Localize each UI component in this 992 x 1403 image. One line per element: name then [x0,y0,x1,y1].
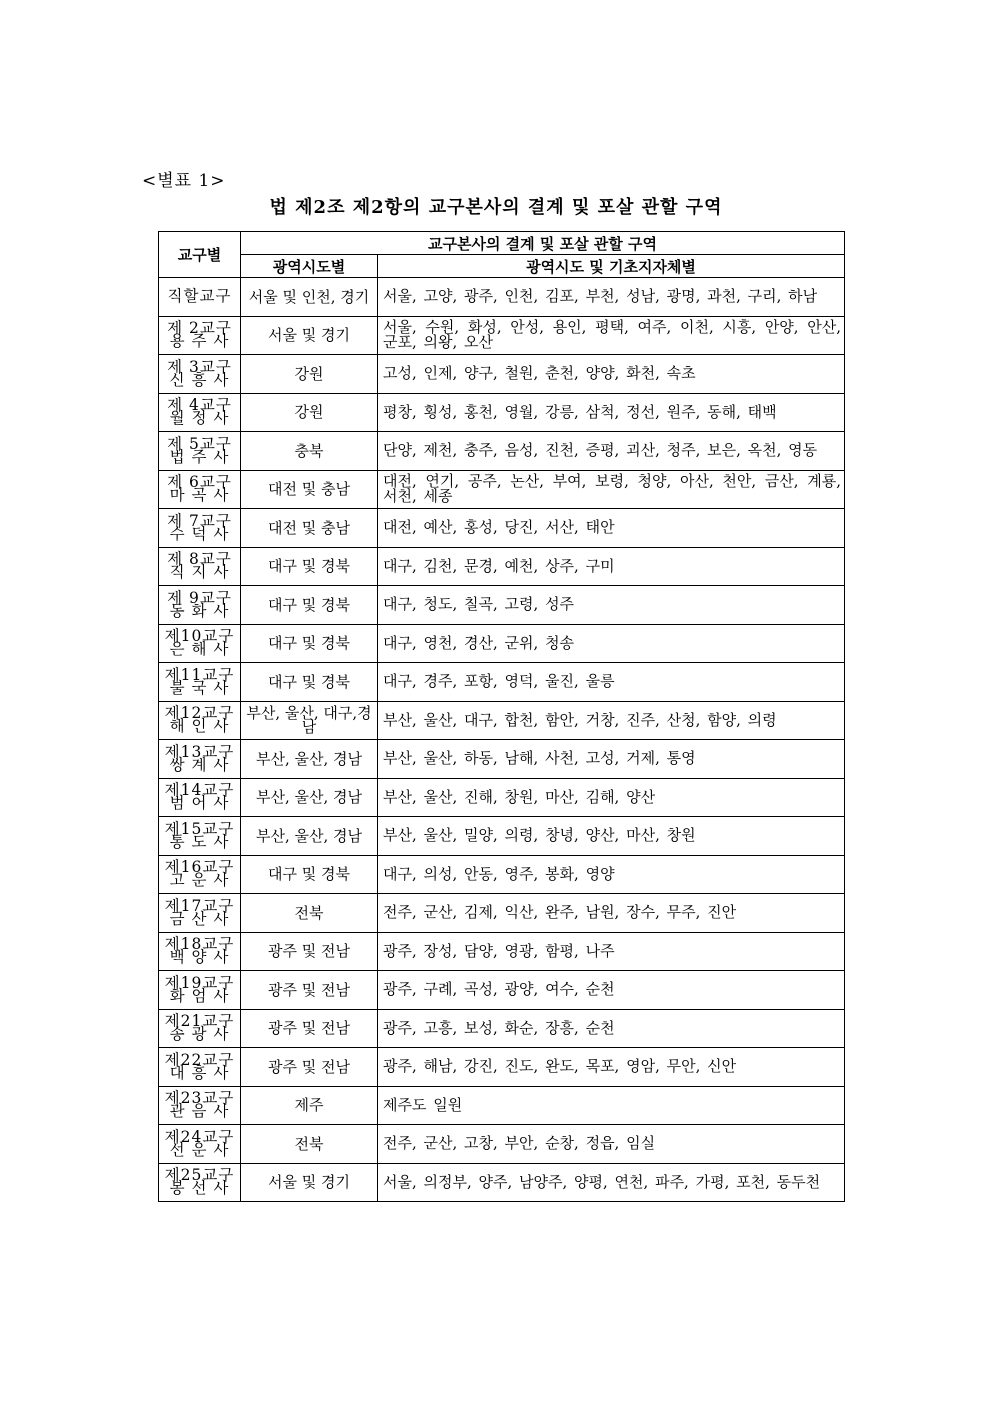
metro-cell: 대전 및 충남 [241,470,378,509]
temple-name: 불 국 사 [169,678,230,697]
temple-name: 관 음 사 [169,1102,230,1121]
temple-name: 범 어 사 [169,794,230,813]
temple-name: 송 광 사 [169,1025,230,1044]
local-cell: 제주도 일원 [378,1086,845,1125]
temple-name: 해 인 사 [169,717,230,736]
temple-name: 선 운 사 [169,1140,230,1159]
district-cell [159,1125,241,1164]
metro-cell: 전북 [241,1125,378,1164]
district-cell [159,355,241,394]
district-number: 제15교구 [164,819,235,838]
local-cell: 부산, 울산, 밀양, 의령, 창녕, 양산, 마산, 창원 [378,817,845,856]
metro-cell: 서울 및 경기 [241,1163,378,1202]
table-row [159,932,845,971]
district-number: 제 5교구 [167,434,232,453]
district-cell [159,932,241,971]
table-row [159,355,845,394]
district-number: 제16교구 [164,858,235,877]
local-cell: 광주, 장성, 담양, 영광, 함평, 나주 [378,932,845,971]
district-cell [159,624,241,663]
temple-name: 마 곡 사 [169,486,230,505]
local-cell: 부산, 울산, 하동, 남해, 사천, 고성, 거제, 통영 [378,740,845,779]
district-cell [159,1086,241,1125]
district-number: 제19교구 [164,973,235,992]
jurisdiction-table [158,231,845,1202]
temple-name: 수 덕 사 [169,524,230,543]
annex-label: <별표 1> [142,171,226,191]
district-number: 제 2교구 [167,319,232,338]
temple-name: 은 해 사 [169,640,230,659]
table-row [159,316,845,355]
metro-cell: 충북 [241,432,378,471]
table-row [159,1163,845,1202]
local-cell: 대전, 예산, 홍성, 당진, 서산, 태안 [378,509,845,548]
local-cell: 고성, 인제, 양구, 철원, 춘천, 양양, 화천, 속초 [378,355,845,394]
metro-cell: 서울 및 경기 [241,316,378,355]
local-cell: 대구, 김천, 문경, 예천, 상주, 구미 [378,547,845,586]
table-row [159,855,845,894]
table-row [159,624,845,663]
metro-cell: 대전 및 충남 [241,509,378,548]
metro-cell: 부산, 울산, 대구,경남 [241,701,378,740]
table-row [159,894,845,933]
district-cell [159,547,241,586]
table-body [159,278,845,1202]
district-cell [159,701,241,740]
district-number: 제21교구 [164,1012,235,1031]
temple-name: 고 운 사 [169,871,230,890]
district-cell [159,855,241,894]
table-row [159,432,845,471]
table-row [159,971,845,1010]
local-cell: 전주, 군산, 김제, 익산, 완주, 남원, 장수, 무주, 진안 [378,894,845,933]
header-metro: 광역시도별 [241,255,378,278]
district-number: 제10교구 [164,627,235,646]
metro-cell: 대구 및 경북 [241,586,378,625]
metro-cell: 광주 및 전남 [241,1009,378,1048]
local-cell: 대구, 의성, 안동, 영주, 봉화, 영양 [378,855,845,894]
temple-name: 쌍 계 사 [169,755,230,774]
metro-cell: 광주 및 전남 [241,932,378,971]
metro-cell: 전북 [241,894,378,933]
metro-cell: 부산, 울산, 경남 [241,817,378,856]
district-number: 제23교구 [164,1089,235,1108]
district-cell [159,393,241,432]
header-local: 광역시도 및 기초지자체별 [378,255,845,278]
local-cell: 부산, 울산, 대구, 합천, 함안, 거창, 진주, 산청, 함양, 의령 [378,701,845,740]
district-number: 직할교구 [167,287,232,306]
metro-cell: 광주 및 전남 [241,1048,378,1087]
table-row [159,393,845,432]
temple-name: 동 화 사 [169,601,230,620]
district-cell [159,316,241,355]
metro-cell: 제주 [241,1086,378,1125]
local-cell: 평창, 횡성, 홍천, 영월, 강릉, 삼척, 정선, 원주, 동해, 태백 [378,393,845,432]
temple-name: 직 지 사 [169,563,230,582]
district-number: 제 9교구 [167,588,232,607]
district-number: 제25교구 [164,1166,235,1185]
document-title: 법 제2조 제2항의 교구본사의 결계 및 포살 관할 구역 [269,197,723,218]
metro-cell: 서울 및 인천, 경기 [241,278,378,317]
temple-name: 화 엄 사 [169,986,230,1005]
metro-cell: 대구 및 경북 [241,624,378,663]
district-cell [159,663,241,702]
table-row [159,509,845,548]
metro-cell: 강원 [241,393,378,432]
district-number: 제24교구 [164,1127,235,1146]
district-cell [159,1163,241,1202]
district-number: 제11교구 [164,665,235,684]
district-number: 제 7교구 [167,511,232,530]
table-row [159,547,845,586]
temple-name: 봉 선 사 [169,1179,230,1198]
table-row [159,1125,845,1164]
district-number: 제 8교구 [167,550,232,569]
metro-cell: 광주 및 전남 [241,971,378,1010]
district-cell [159,740,241,779]
temple-name: 통 도 사 [169,832,230,851]
local-cell: 대구, 청도, 칠곡, 고령, 성주 [378,586,845,625]
district-cell [159,778,241,817]
district-cell [159,1048,241,1087]
district-cell [159,432,241,471]
metro-cell: 부산, 울산, 경남 [241,778,378,817]
district-cell [159,278,241,317]
district-number: 제14교구 [164,781,235,800]
local-cell: 서울, 수원, 화성, 안성, 용인, 평택, 여주, 이천, 시흥, 안양, 안산, 군포, 의왕, 오산 [378,316,845,355]
local-cell: 전주, 군산, 고창, 부안, 순창, 정읍, 임실 [378,1125,845,1164]
temple-name: 백 양 사 [169,948,230,967]
district-cell [159,894,241,933]
table-row [159,1086,845,1125]
table-row [159,701,845,740]
header-district: 교구별 [159,232,241,278]
table-row [159,740,845,779]
table-row [159,586,845,625]
local-cell: 대구, 영천, 경산, 군위, 청송 [378,624,845,663]
local-cell: 광주, 구례, 곡성, 광양, 여수, 순천 [378,971,845,1010]
local-cell: 대전, 연기, 공주, 논산, 부여, 보령, 청양, 아산, 천안, 금산, 계룡, 서천, 세종 [378,470,845,509]
temple-name: 법 주 사 [169,447,230,466]
metro-cell: 강원 [241,355,378,394]
district-number: 제18교구 [164,935,235,954]
district-number: 제13교구 [164,742,235,761]
temple-name: 신 흥 사 [169,370,230,389]
district-cell [159,971,241,1010]
local-cell: 단양, 제천, 충주, 음성, 진천, 증평, 괴산, 청주, 보은, 옥천, 영동 [378,432,845,471]
metro-cell: 대구 및 경북 [241,547,378,586]
local-cell: 서울, 고양, 광주, 인천, 김포, 부천, 성남, 광명, 과천, 구리, 하남 [378,278,845,317]
metro-cell: 부산, 울산, 경남 [241,740,378,779]
table-row [159,278,845,317]
header-jurisdiction-group: 교구본사의 결계 및 포살 관할 구역 [241,232,845,255]
district-number: 제17교구 [164,896,235,915]
metro-cell: 대구 및 경북 [241,663,378,702]
district-number: 제 3교구 [167,357,232,376]
district-cell [159,509,241,548]
table-row [159,778,845,817]
district-cell [159,817,241,856]
metro-cell: 대구 및 경북 [241,855,378,894]
local-cell: 대구, 경주, 포항, 영덕, 울진, 울릉 [378,663,845,702]
district-cell [159,470,241,509]
local-cell: 서울, 의정부, 양주, 남양주, 양평, 연천, 파주, 가평, 포천, 동두천 [378,1163,845,1202]
table-row [159,663,845,702]
district-number: 제 6교구 [167,473,232,492]
district-number: 제12교구 [164,704,235,723]
table-row [159,470,845,509]
local-cell: 광주, 고흥, 보성, 화순, 장흥, 순천 [378,1009,845,1048]
district-number: 제 4교구 [167,396,232,415]
local-cell: 광주, 해남, 강진, 진도, 완도, 목포, 영암, 무안, 신안 [378,1048,845,1087]
table-row [159,817,845,856]
temple-name: 금 산 사 [169,909,230,928]
district-number: 제22교구 [164,1050,235,1069]
district-cell [159,1009,241,1048]
table-row [159,1009,845,1048]
table-row [159,1048,845,1087]
district-cell [159,586,241,625]
temple-name: 월 정 사 [169,409,230,428]
local-cell: 부산, 울산, 진해, 창원, 마산, 김해, 양산 [378,778,845,817]
temple-name: 용 주 사 [169,332,230,351]
temple-name: 대 흥 사 [169,1063,230,1082]
